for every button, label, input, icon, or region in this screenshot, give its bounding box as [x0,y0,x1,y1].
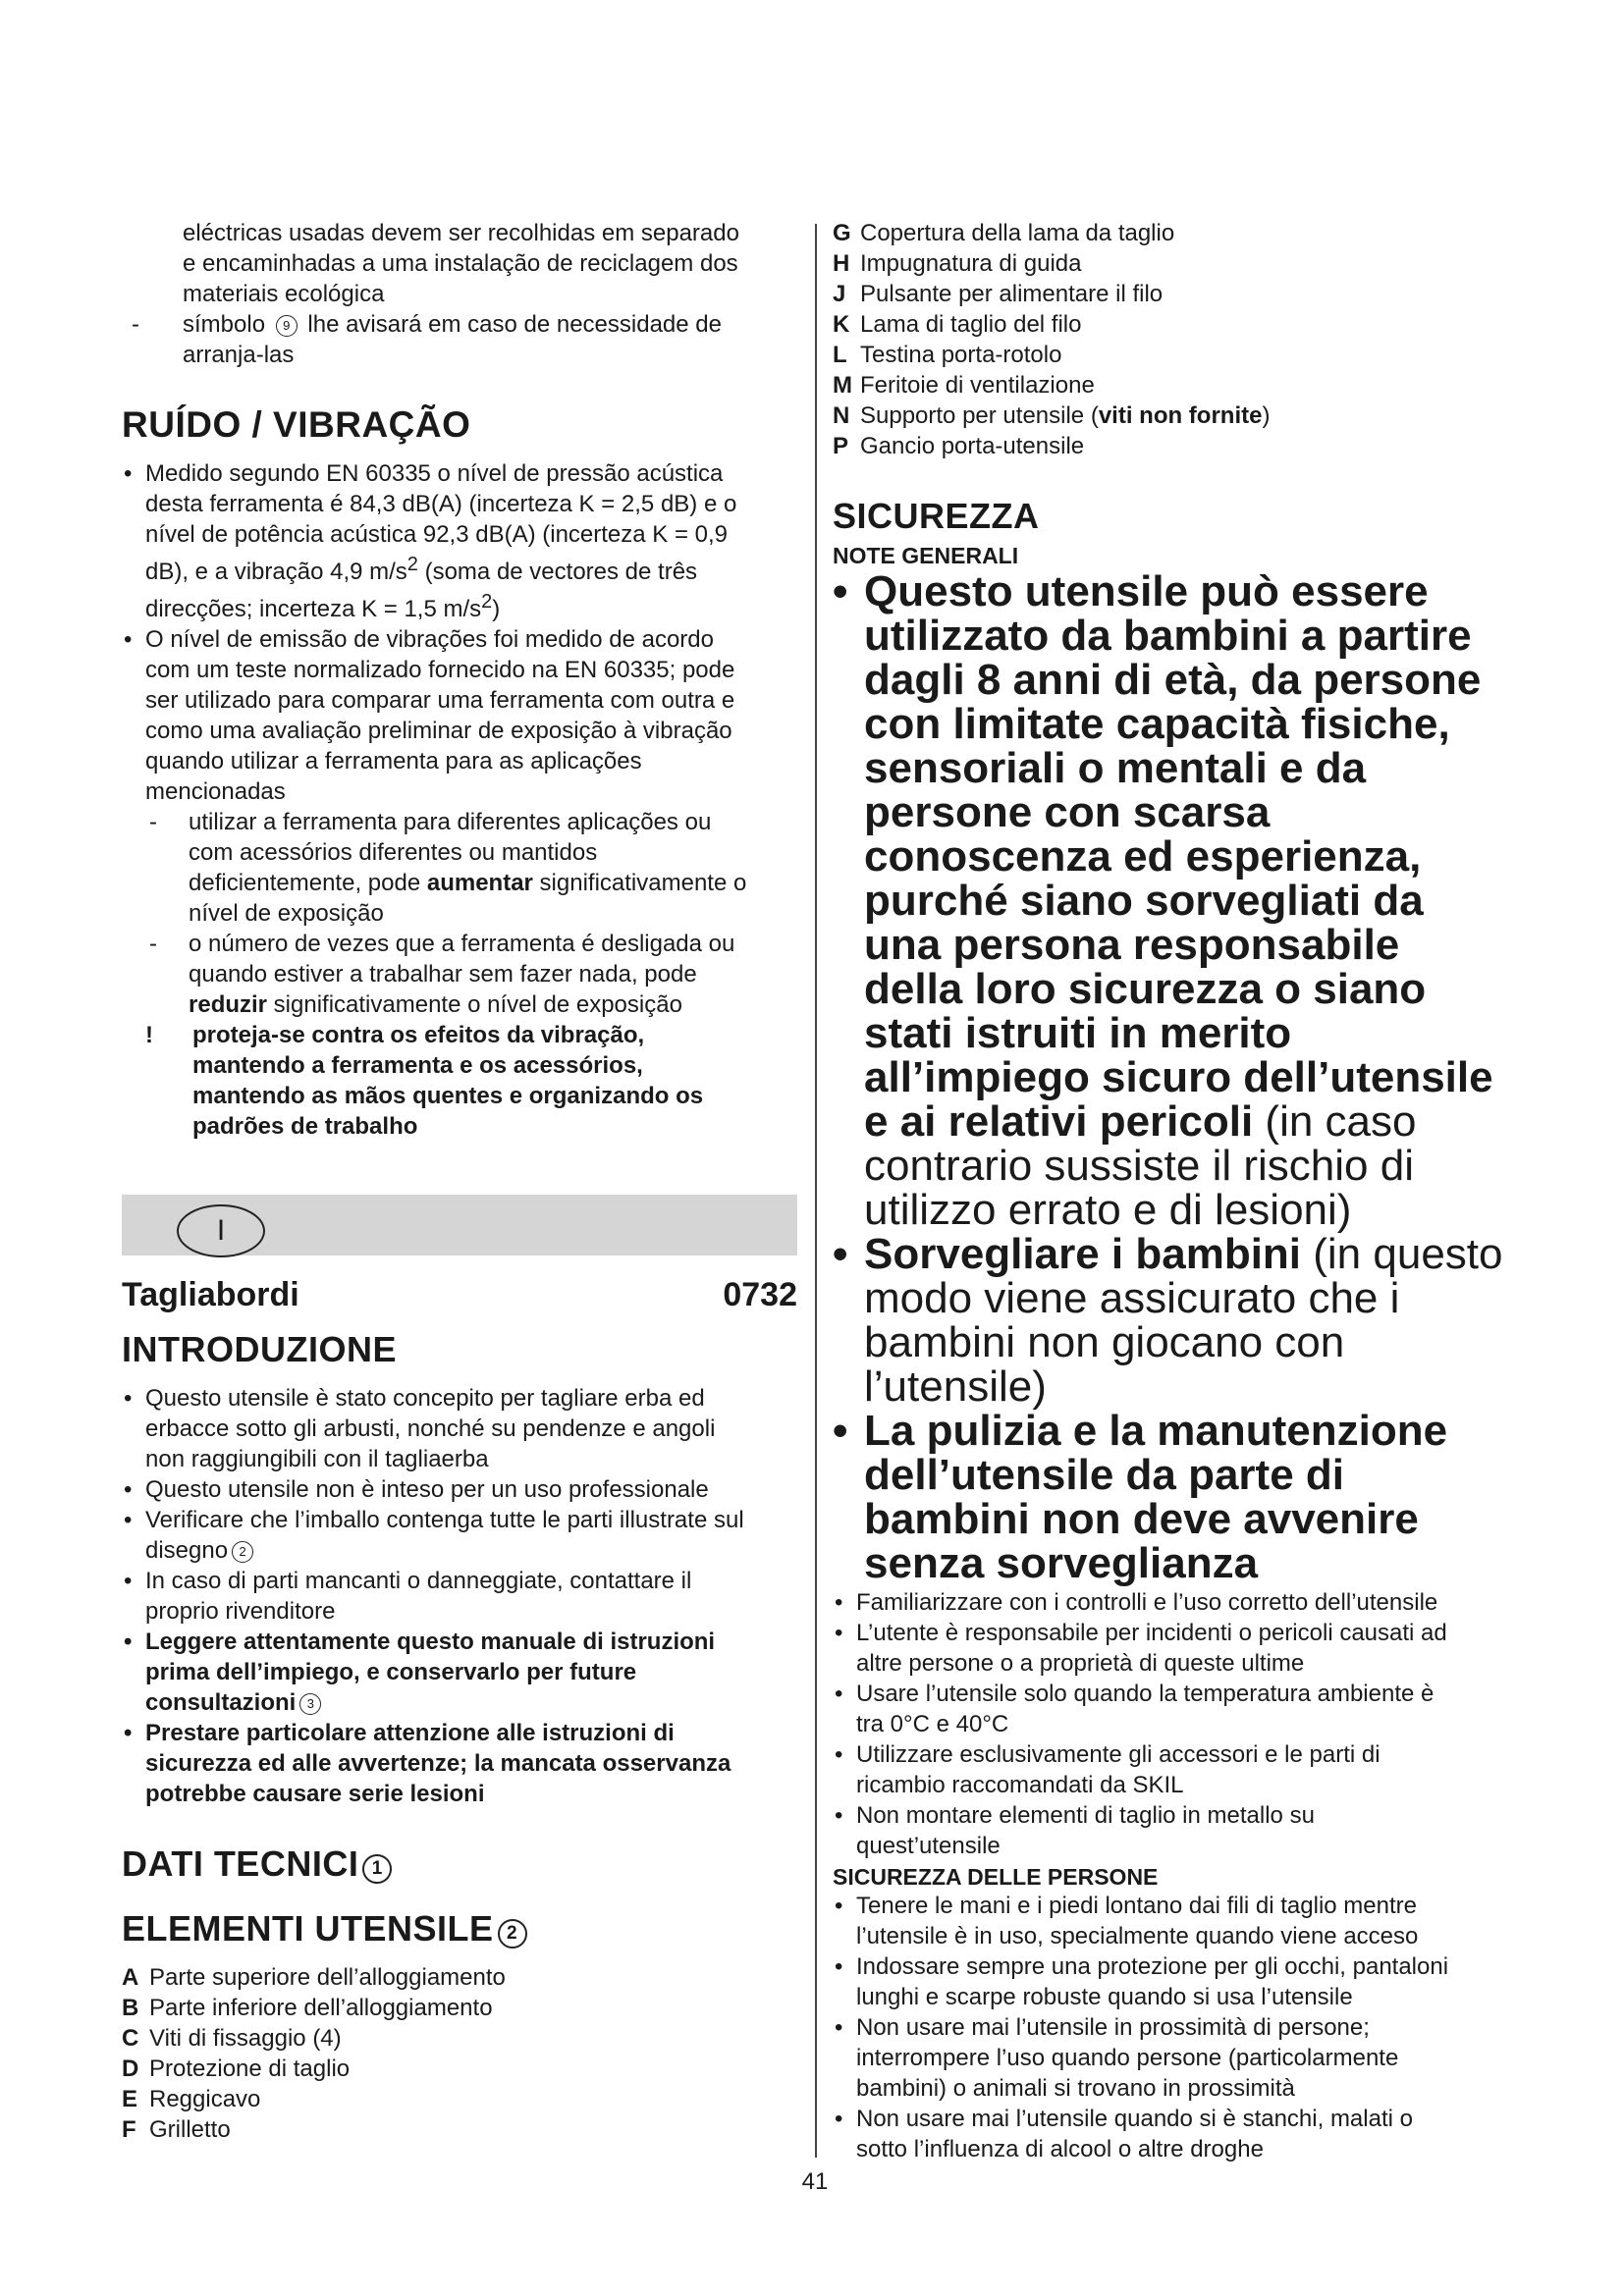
circle-number-icon: 2 [498,1919,527,1949]
list-item: • Questo utensile è stato concepito per tagliare erba ed erbacce sotto gli arbusti, nonché su pendenze e angoli non raggiungibili con il tagliaerba [122,1383,797,1474]
text-line: e encaminhadas a uma instalação de reciclagem dos [183,250,738,277]
circle-number-icon: 9 [276,315,298,337]
part-item: M Feritoie di ventilazione [833,372,1095,399]
list-item: • Leggere attentamente questo manuale di istruzioni prima dell’impiego, e conservarlo per future consultazioni 3 [122,1627,797,1718]
text: arranja-las [183,342,295,368]
section-heading-elementi: ELEMENTI UTENSILE 2 [122,1907,797,1950]
text: símbolo [183,311,266,338]
list-item: • Tenere le mani e i piedi lontano dai fili di taglio mentre l’utensile è in uso, specialmente quando viene acceso [833,1891,1510,1951]
part-item: N Supporto per utensile (viti non fornite) [833,402,1271,429]
list-item: • Questo utensile può essere utilizzato da bambini a partire dagli 8 anni di età, da persone con limitate capacità fisiche, sensoriali o mentali e da persone con scarsa conoscenza ed esperienza, purché siano sorvegliati da una persona responsabile della loro sicurezza o siano stati istruiti in merito all’impiego sicuro dell’utensile e ai relativi pericoli (in caso contrario sussiste il rischio di utilizzo errato e di lesioni) [833,569,1510,1232]
part-item: A Parte superiore dell’alloggiamento [122,1964,506,1991]
part-item: B Parte inferiore dell’alloggiamento [122,1995,493,2021]
left-column [122,218,797,2145]
text-line: eléctricas usadas devem ser recolhidas em separado [183,220,739,246]
language-banner [122,1195,797,1255]
part-item: C Viti di fissaggio (4) [122,2025,342,2052]
part-item: L Testina porta-rotolo [833,342,1062,368]
part-item: P Gancio porta-utensile [833,433,1085,459]
list-item: • In caso di parti mancanti o danneggiate, contattare il proprio rivenditore [122,1566,797,1627]
list-item: • Questo utensile non è inteso per un uso professionale [122,1474,797,1505]
text-line: materiais ecológica [183,281,385,307]
list-item: • Non usare mai l’utensile in prossimità di persone; interrompere l’uso quando persone (particolarmente bambini) o animali si trovano in prossimità [833,2012,1510,2104]
section-heading-sicurezza: SICUREZZA [833,496,1040,536]
symbol-dash-item [122,309,797,370]
part-item: H Impugnatura di guida [833,250,1082,277]
text: lhe avisará em caso de necessidade de [307,311,722,338]
subheading-note-generali: NOTE GENERALI [833,543,1019,568]
intro-continued [122,218,797,309]
product-title: Tagliabordi [122,1276,299,1313]
warning-item: ! proteja-se contra os efeitos da vibração, mantendo a ferramenta e os acessórios, mantendo as mãos quentes e organizando os padrões de trabalho [145,1022,704,1140]
dash-marker: - [132,311,139,338]
list-item: • Utilizzare esclusivamente gli accessori e le parti di ricambio raccomandati da SKIL [833,1739,1510,1800]
general-safety-bullets [833,1587,1510,1861]
part-item: D Protezione di taglio [122,2056,351,2082]
list-item: • L’utente è responsabile per incidenti o pericoli causati ad altre persone o a proprietà di queste ultime [833,1618,1510,1679]
major-warnings [833,569,1510,1585]
product-code: 0732 [723,1276,797,1313]
list-item: • O nível de emissão de vibrações foi medido de acordo com um teste normalizado fornecido na EN 60335; pode ser utilizado para comparar uma ferramenta com outra e como uma avaliação preliminar de exposição à vibração quando utilizar a ferramenta para as aplicações mencionadas [122,624,797,807]
section-heading-introduzione: INTRODUZIONE [122,1329,397,1369]
list-item: • Non usare mai l’utensile quando si è stanchi, malati o sotto l’influenza di alcool o altre droghe [833,2104,1510,2164]
list-item: • Non montare elementi di taglio in metallo su quest’utensile [833,1800,1510,1861]
list-item: • Sorvegliare i bambini (in questo modo viene assicurato che i bambini non giocano con l’utensile) [833,1232,1510,1409]
language-code-badge: I [177,1204,265,1257]
section-heading-ruido: RUÍDO / VIBRAÇÃO [122,404,471,445]
subheading-sicurezza-persone: SICUREZZA DELLE PERSONE [833,1864,1159,1890]
list-item: • Familiarizzare con i controlli e l’uso corretto dell’utensile [833,1587,1510,1618]
sub-dash-item: - o número de vezes que a ferramenta é desligada ou quando estiver a trabalhar sem fazer nada, pode reduzir significativamente o nível de exposição [149,931,735,1018]
personal-safety-bullets [833,1891,1510,2164]
part-item: K Lama di taglio del filo [833,311,1082,338]
parts-list-a-f [122,1962,797,2145]
list-item: • La pulizia e la manutenzione dell’utensile da parte di bambini non deve avvenire senza sorveglianza [833,1409,1510,1585]
parts-list-g-p [833,218,1510,461]
circle-number-icon: 1 [362,1854,392,1884]
product-title-row [122,1273,797,1316]
circle-number-icon: 2 [232,1541,253,1563]
list-item: • Medido segundo EN 60335 o nível de pressão acústica desta ferramenta é 84,3 dB(A) (incerteza K = 2,5 dB) e o nível de potência acústica 92,3 dB(A) (incerteza K = 0,9 dB), e a vibração 4,9 $m/s^2$ (soma de vectores de três direcções; incerteza K = 1,5 $m/s^2$) [122,458,797,624]
circle-number-icon: 3 [299,1693,321,1715]
column-divider [815,224,817,2158]
part-item: G Copertura della lama da taglio [833,220,1175,246]
page-number: 41 [801,2168,829,2195]
right-column [833,218,1510,2164]
intro-bullets [122,1383,797,1809]
list-item: • Verificare che l’imballo contenga tutte le parti illustrate sul disegno 2 [122,1505,797,1566]
part-item: E Reggicavo [122,2086,261,2112]
list-item: • Prestare particolare attenzione alle istruzioni di sicurezza ed alle avvertenze; la mancata osservanza potrebbe causare serie lesioni [122,1718,797,1809]
sub-dash-item: - utilizar a ferramenta para diferentes aplicações ou com acessórios diferentes ou mantidos deficientemente, pode aumentar significativamente o nível de exposição [149,809,747,927]
part-item: F Grilletto [122,2116,231,2143]
part-item: J Pulsante per alimentare il filo [833,281,1164,307]
ruido-bullets [122,458,797,807]
list-item: • Indossare sempre una protezione per gli occhi, pantaloni lunghi e scarpe robuste quando si usa l’utensile [833,1951,1510,2012]
list-item: • Usare l’utensile solo quando la temperatura ambiente è tra 0°C e 40°C [833,1679,1510,1739]
section-heading-dati-tecnici: DATI TECNICI 1 [122,1842,797,1886]
